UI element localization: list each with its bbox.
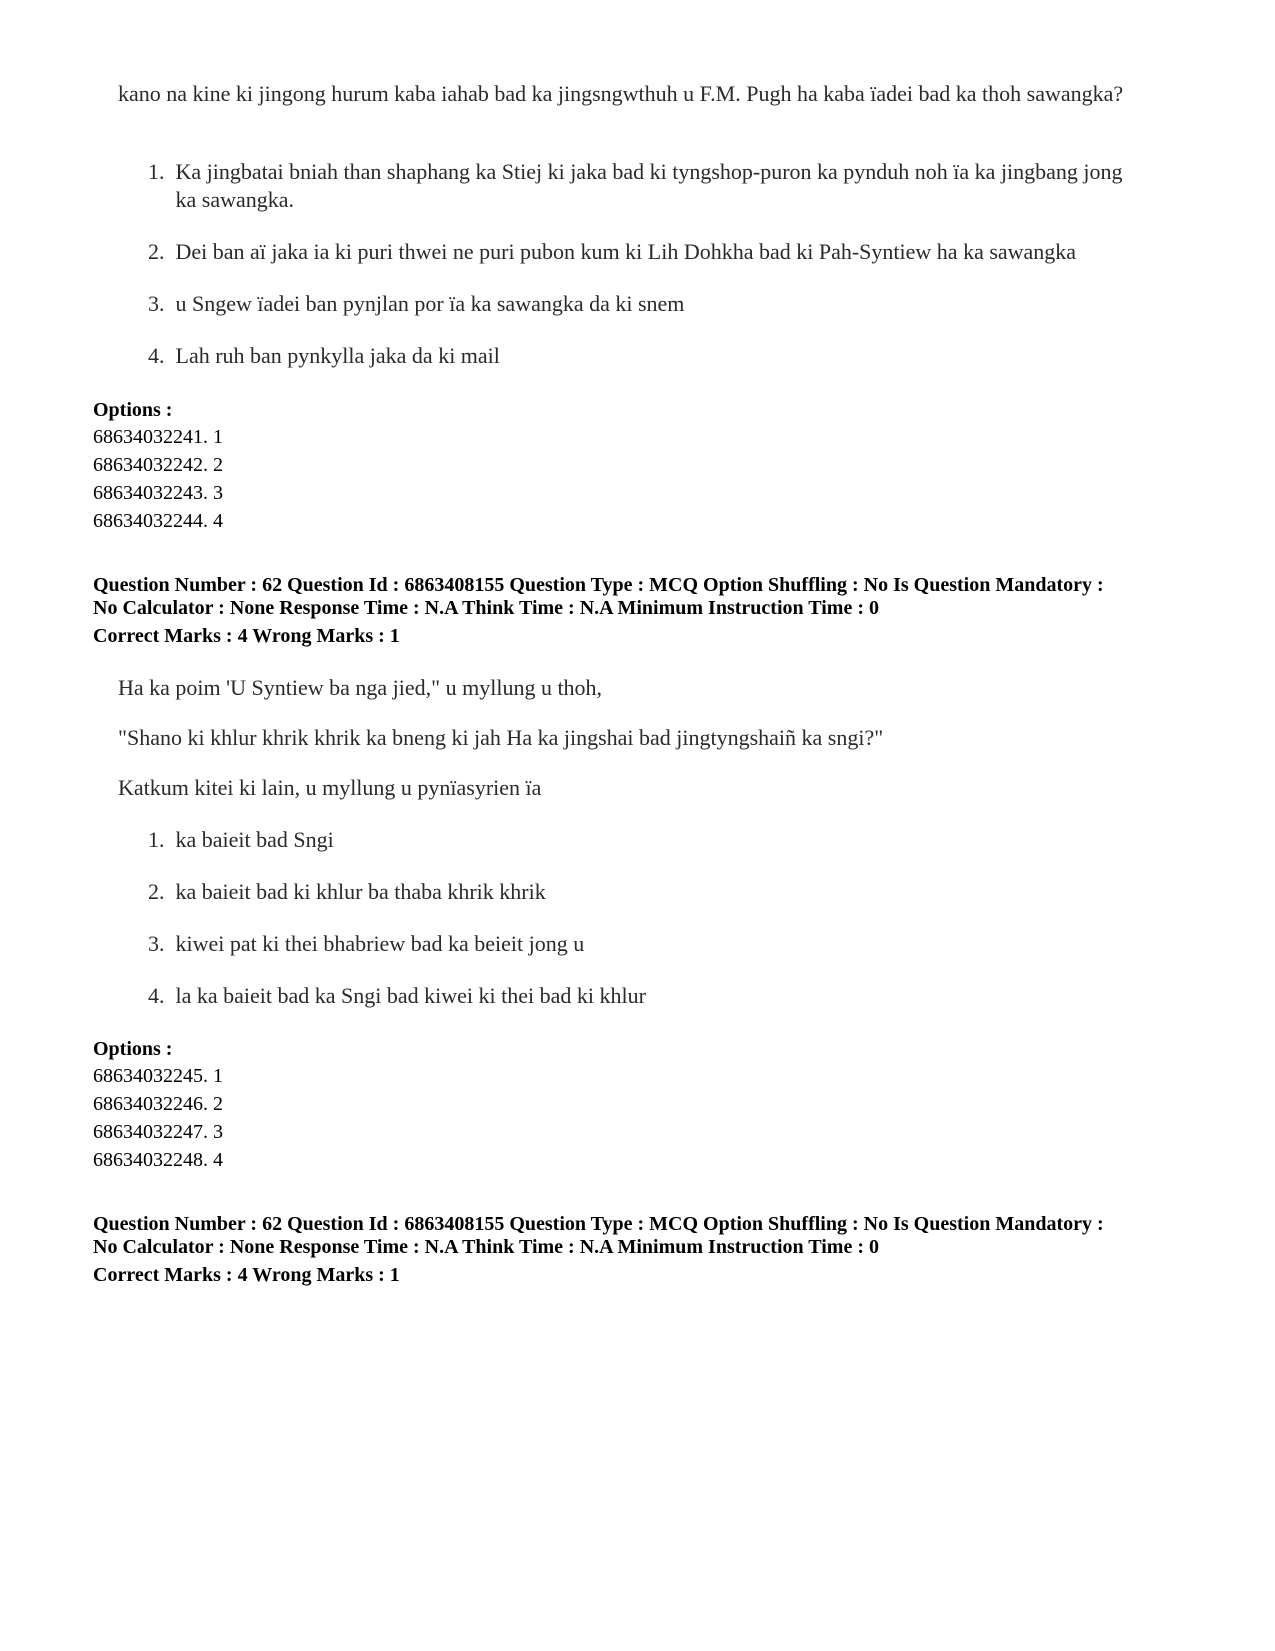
list-item	[148, 826, 1176, 854]
question-meta-line: Question Number : 62 Question Id : 6863408155 Question Type : MCQ Option Shuffling : No Is Question Mandatory :	[93, 574, 1104, 596]
options-label: Options :	[93, 399, 173, 421]
list-item-text: ka baieit bad ki khlur ba thaba khrik khrik	[175, 879, 546, 904]
list-item	[148, 290, 1176, 318]
question-line: Katkum kitei ki lain, u myllung u pynïasyrien ïa	[118, 775, 542, 800]
list-item	[148, 982, 1176, 1010]
list-item-text: la ka baieit bad ka Sngi bad kiwei ki thei bad ki khlur	[175, 983, 646, 1008]
option-item: 68634032248. 4	[93, 1149, 223, 1171]
list-item	[148, 930, 1176, 958]
list-item-text: ka baieit bad Sngi	[175, 827, 334, 852]
option-item: 68634032241. 1	[93, 426, 223, 448]
list-item	[148, 158, 1136, 214]
question-meta-line: No Calculator : None Response Time : N.A Think Time : N.A Minimum Instruction Time : 0	[93, 597, 879, 619]
question-line: Ha ka poim 'U Syntiew ba nga jied," u myllung u thoh,	[118, 675, 603, 700]
list-item-number: 3.	[148, 931, 165, 956]
options-label: Options :	[93, 1038, 173, 1060]
question-meta-line: No Calculator : None Response Time : N.A Think Time : N.A Minimum Instruction Time : 0	[93, 1236, 879, 1258]
question-meta-line: Question Number : 62 Question Id : 6863408155 Question Type : MCQ Option Shuffling : No Is Question Mandatory :	[93, 1213, 1104, 1235]
option-item: 68634032247. 3	[93, 1121, 223, 1143]
question-marks: Correct Marks : 4 Wrong Marks : 1	[93, 1264, 400, 1286]
list-item-number: 1.	[148, 827, 165, 852]
list-item-number: 4.	[148, 343, 165, 368]
option-item: 68634032246. 2	[93, 1093, 223, 1115]
option-item: 68634032245. 1	[93, 1065, 223, 1087]
list-item	[148, 878, 1176, 906]
question-text-continuation: kano na kine ki jingong hurum kaba iahab bad ka jingsngwthuh u F.M. Pugh ha kaba ïadei bad ka thoh sawangka?	[118, 81, 1124, 106]
list-item-text: u Sngew ïadei ban pynjlan por ïa ka sawangka da ki snem	[175, 291, 685, 316]
list-item-text: kiwei pat ki thei bhabriew bad ka beieit jong u	[175, 931, 585, 956]
list-item-text: Lah ruh ban pynkylla jaka da ki mail	[175, 343, 500, 368]
list-item-number: 1.	[148, 159, 165, 184]
option-item: 68634032243. 3	[93, 482, 223, 504]
list-item	[148, 342, 1176, 370]
question-marks: Correct Marks : 4 Wrong Marks : 1	[93, 625, 400, 647]
option-item: 68634032244. 4	[93, 510, 223, 532]
list-item-text: Ka jingbatai bniah than shaphang ka Stiej ki jaka bad ki tyngshop-puron ka pynduh noh ïa ka jingbang jong ka sawangka.	[175, 159, 1123, 212]
question-line: "Shano ki khlur khrik khrik ka bneng ki jah Ha ka jingshai bad jingtyngshaiñ ka sngi?"	[118, 725, 884, 750]
option-item: 68634032242. 2	[93, 454, 223, 476]
list-item	[148, 238, 1176, 266]
list-item-number: 3.	[148, 291, 165, 316]
list-item-number: 4.	[148, 983, 165, 1008]
list-item-number: 2.	[148, 239, 165, 264]
list-item-text: Dei ban aï jaka ia ki puri thwei ne puri pubon kum ki Lih Dohkha bad ki Pah-Syntiew ha ka sawangka	[175, 239, 1077, 264]
list-item-number: 2.	[148, 879, 165, 904]
